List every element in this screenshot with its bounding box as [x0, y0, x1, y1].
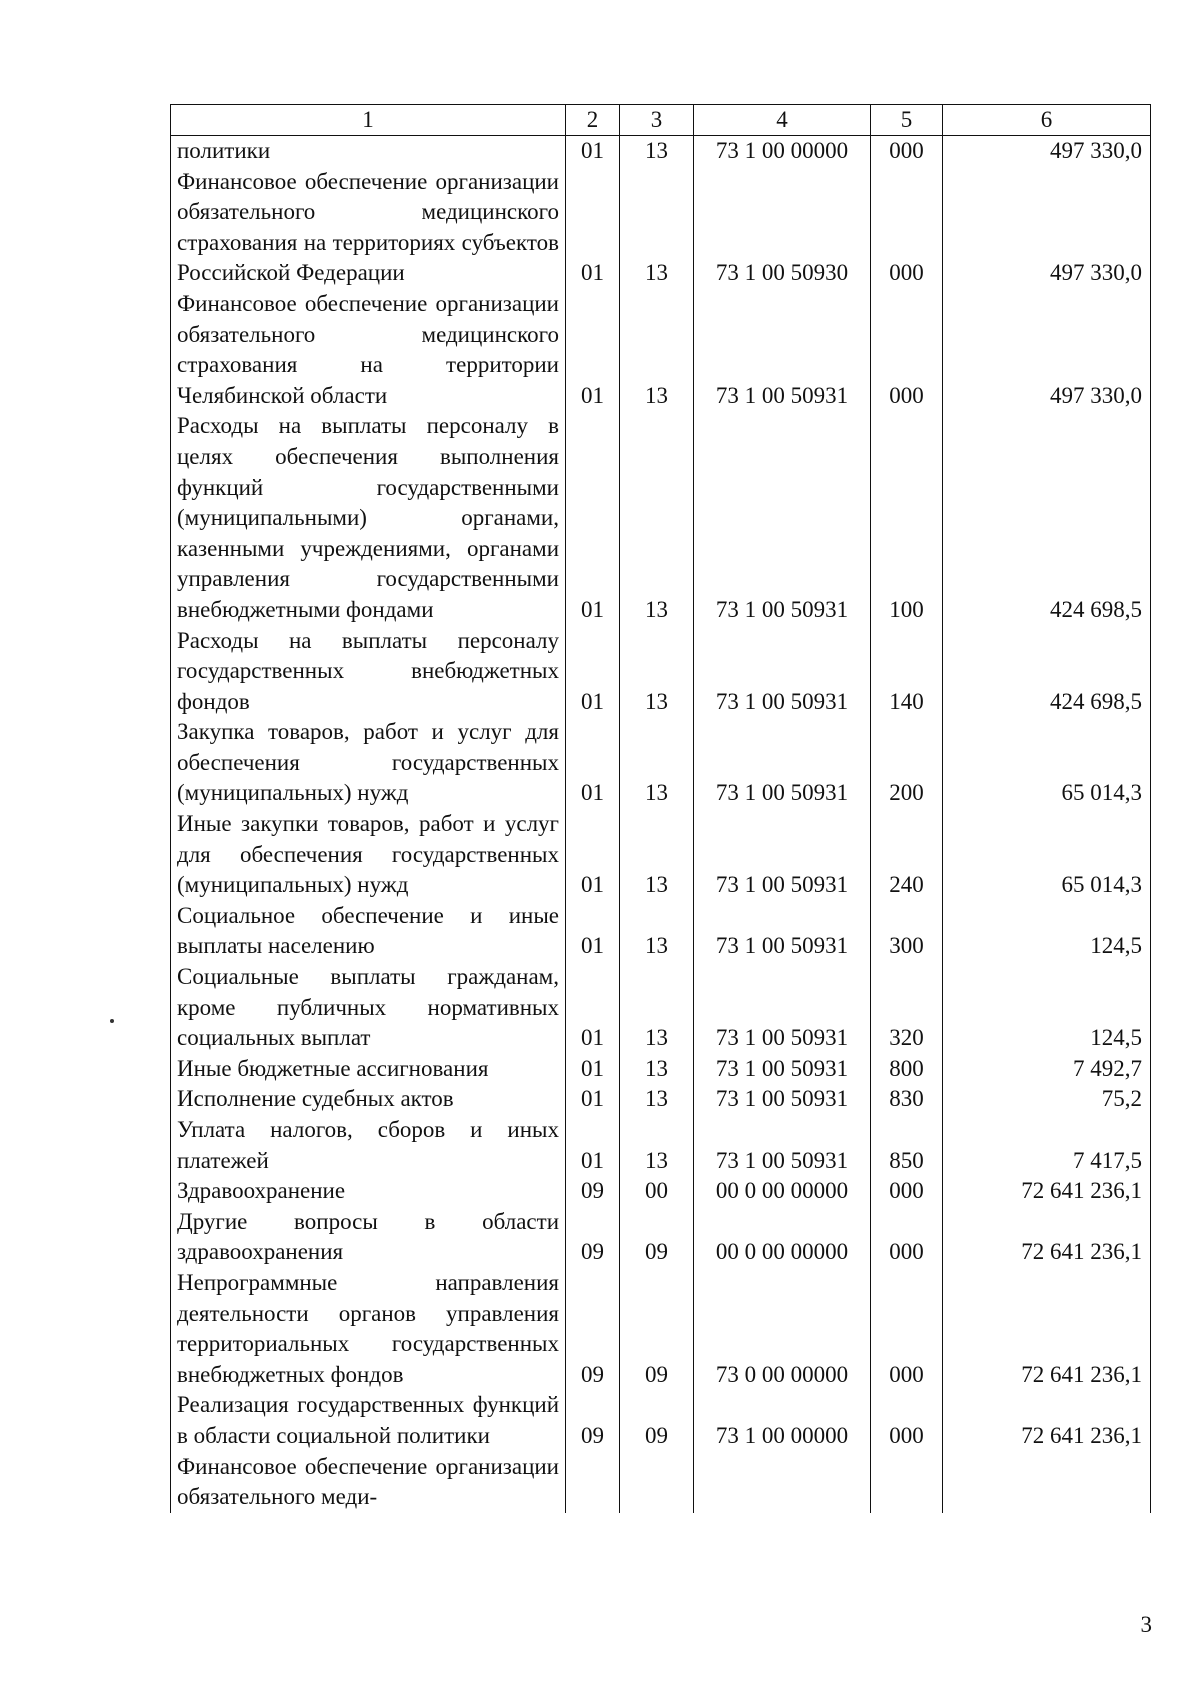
cell-section: 01: [566, 809, 620, 901]
cell-name: Расходы на выплаты персоналу в целях обеспечения выполнения функций государственными (муниципальными) органами, казенными учреждениями, органами управления государственными внебюджетными фондами: [171, 411, 566, 625]
cell-name: Закупка товаров, работ и услуг для обеспечения государственных (муниципальных) нужд: [171, 717, 566, 809]
header-col-1: 1: [171, 105, 566, 136]
cell-name: Иные закупки товаров, работ и услуг для обеспечения государственных (муниципальных) нужд: [171, 809, 566, 901]
cell-name: Здравоохранение: [171, 1176, 566, 1207]
cell-expense-type: 000: [871, 1207, 943, 1268]
table-row: [171, 1176, 1151, 1207]
cell-target-article: 73 1 00 50931: [694, 809, 871, 901]
table-row: [171, 1054, 1151, 1085]
cell-expense-type: [871, 1452, 943, 1513]
cell-expense-type: 240: [871, 809, 943, 901]
cell-target-article: 00 0 00 00000: [694, 1176, 871, 1207]
cell-section: 01: [566, 167, 620, 289]
cell-section: 01: [566, 626, 620, 718]
cell-target-article: 00 0 00 00000: [694, 1207, 871, 1268]
table-row: [171, 1268, 1151, 1390]
table-row: [171, 289, 1151, 411]
cell-subsection: 13: [620, 1054, 694, 1085]
table-row: [171, 136, 1151, 167]
cell-expense-type: 300: [871, 901, 943, 962]
budget-table: [170, 104, 1151, 1513]
cell-amount: 72 641 236,1: [943, 1268, 1151, 1390]
table-row: [171, 411, 1151, 625]
cell-subsection: 13: [620, 962, 694, 1054]
cell-name: Непрограммные направления деятельности органов управления территориальных государственных внебюджетных фондов: [171, 1268, 566, 1390]
cell-amount: 72 641 236,1: [943, 1176, 1151, 1207]
cell-name: Исполнение судебных актов: [171, 1084, 566, 1115]
header-row: [171, 105, 1151, 136]
cell-target-article: 73 1 00 50931: [694, 901, 871, 962]
cell-section: 09: [566, 1268, 620, 1390]
table-row: [171, 1452, 1151, 1513]
table-row: [171, 962, 1151, 1054]
cell-subsection: [620, 1452, 694, 1513]
table-row: [171, 167, 1151, 289]
cell-amount: 75,2: [943, 1084, 1151, 1115]
cell-subsection: 13: [620, 1084, 694, 1115]
cell-section: 01: [566, 1054, 620, 1085]
cell-subsection: 09: [620, 1268, 694, 1390]
cell-subsection: 09: [620, 1390, 694, 1451]
cell-amount: 497 330,0: [943, 167, 1151, 289]
cell-section: 09: [566, 1390, 620, 1451]
cell-expense-type: 320: [871, 962, 943, 1054]
cell-amount: 497 330,0: [943, 136, 1151, 167]
cell-target-article: 73 1 00 50931: [694, 411, 871, 625]
cell-section: [566, 1452, 620, 1513]
scan-speck: [110, 1019, 114, 1023]
cell-target-article: 73 1 00 50931: [694, 962, 871, 1054]
cell-amount: 124,5: [943, 901, 1151, 962]
cell-expense-type: 200: [871, 717, 943, 809]
cell-name: Расходы на выплаты персоналу государственных внебюджетных фондов: [171, 626, 566, 718]
cell-expense-type: 000: [871, 1268, 943, 1390]
header-col-2: 2: [566, 105, 620, 136]
cell-target-article: [694, 1452, 871, 1513]
table-row: [171, 1390, 1151, 1451]
cell-name: Финансовое обеспечение организации обязательного меди-: [171, 1452, 566, 1513]
cell-section: 09: [566, 1207, 620, 1268]
page-number: 3: [1140, 1612, 1152, 1637]
cell-expense-type: 000: [871, 289, 943, 411]
cell-subsection: 00: [620, 1176, 694, 1207]
cell-amount: 124,5: [943, 962, 1151, 1054]
cell-expense-type: 000: [871, 1176, 943, 1207]
cell-subsection: 13: [620, 167, 694, 289]
cell-name: Финансовое обеспечение организации обязательного медицинского страхования на территориях субъектов Российской Федерации: [171, 167, 566, 289]
cell-expense-type: 800: [871, 1054, 943, 1085]
table-row: [171, 809, 1151, 901]
cell-amount: 72 641 236,1: [943, 1390, 1151, 1451]
table-row: [171, 901, 1151, 962]
cell-amount: 7 492,7: [943, 1054, 1151, 1085]
cell-subsection: 13: [620, 626, 694, 718]
cell-expense-type: 000: [871, 136, 943, 167]
cell-target-article: 73 1 00 50931: [694, 289, 871, 411]
cell-target-article: 73 1 00 00000: [694, 136, 871, 167]
cell-name: Другие вопросы в области здравоохранения: [171, 1207, 566, 1268]
cell-section: 09: [566, 1176, 620, 1207]
header-col-6: 6: [943, 105, 1151, 136]
cell-amount: [943, 1452, 1151, 1513]
cell-section: 01: [566, 901, 620, 962]
cell-expense-type: 000: [871, 167, 943, 289]
cell-section: 01: [566, 1084, 620, 1115]
header-col-4: 4: [694, 105, 871, 136]
cell-expense-type: 100: [871, 411, 943, 625]
table-row: [171, 1207, 1151, 1268]
cell-expense-type: 000: [871, 1390, 943, 1451]
cell-target-article: 73 1 00 50931: [694, 1084, 871, 1115]
cell-amount: 497 330,0: [943, 289, 1151, 411]
cell-name: Социальные выплаты гражданам, кроме публичных нормативных социальных выплат: [171, 962, 566, 1054]
cell-amount: 424 698,5: [943, 626, 1151, 718]
cell-target-article: 73 1 00 50931: [694, 1115, 871, 1176]
cell-expense-type: 830: [871, 1084, 943, 1115]
cell-target-article: 73 1 00 50931: [694, 717, 871, 809]
cell-subsection: 13: [620, 809, 694, 901]
cell-target-article: 73 1 00 50931: [694, 626, 871, 718]
cell-amount: 7 417,5: [943, 1115, 1151, 1176]
cell-subsection: 13: [620, 136, 694, 167]
header-col-5: 5: [871, 105, 943, 136]
cell-name: Реализация государственных функций в области социальной политики: [171, 1390, 566, 1451]
cell-expense-type: 140: [871, 626, 943, 718]
cell-subsection: 13: [620, 901, 694, 962]
cell-amount: 65 014,3: [943, 809, 1151, 901]
cell-amount: 65 014,3: [943, 717, 1151, 809]
cell-target-article: 73 1 00 50930: [694, 167, 871, 289]
cell-name: Финансовое обеспечение организации обязательного медицинского страхования на территории Челябинской области: [171, 289, 566, 411]
cell-section: 01: [566, 411, 620, 625]
cell-subsection: 13: [620, 717, 694, 809]
cell-section: 01: [566, 1115, 620, 1176]
table-row: [171, 1115, 1151, 1176]
cell-amount: 424 698,5: [943, 411, 1151, 625]
cell-section: 01: [566, 717, 620, 809]
cell-section: 01: [566, 136, 620, 167]
table-body: [171, 136, 1151, 1513]
table-row: [171, 626, 1151, 718]
cell-expense-type: 850: [871, 1115, 943, 1176]
cell-subsection: 13: [620, 289, 694, 411]
cell-name: Уплата налогов, сборов и иных платежей: [171, 1115, 566, 1176]
table-row: [171, 717, 1151, 809]
table-row: [171, 1084, 1151, 1115]
cell-name: Иные бюджетные ассигнования: [171, 1054, 566, 1085]
cell-subsection: 09: [620, 1207, 694, 1268]
cell-target-article: 73 1 00 00000: [694, 1390, 871, 1451]
cell-name: политики: [171, 136, 566, 167]
cell-section: 01: [566, 962, 620, 1054]
cell-target-article: 73 1 00 50931: [694, 1054, 871, 1085]
cell-amount: 72 641 236,1: [943, 1207, 1151, 1268]
cell-target-article: 73 0 00 00000: [694, 1268, 871, 1390]
cell-subsection: 13: [620, 1115, 694, 1176]
header-col-3: 3: [620, 105, 694, 136]
cell-name: Социальное обеспечение и иные выплаты населению: [171, 901, 566, 962]
cell-subsection: 13: [620, 411, 694, 625]
cell-section: 01: [566, 289, 620, 411]
